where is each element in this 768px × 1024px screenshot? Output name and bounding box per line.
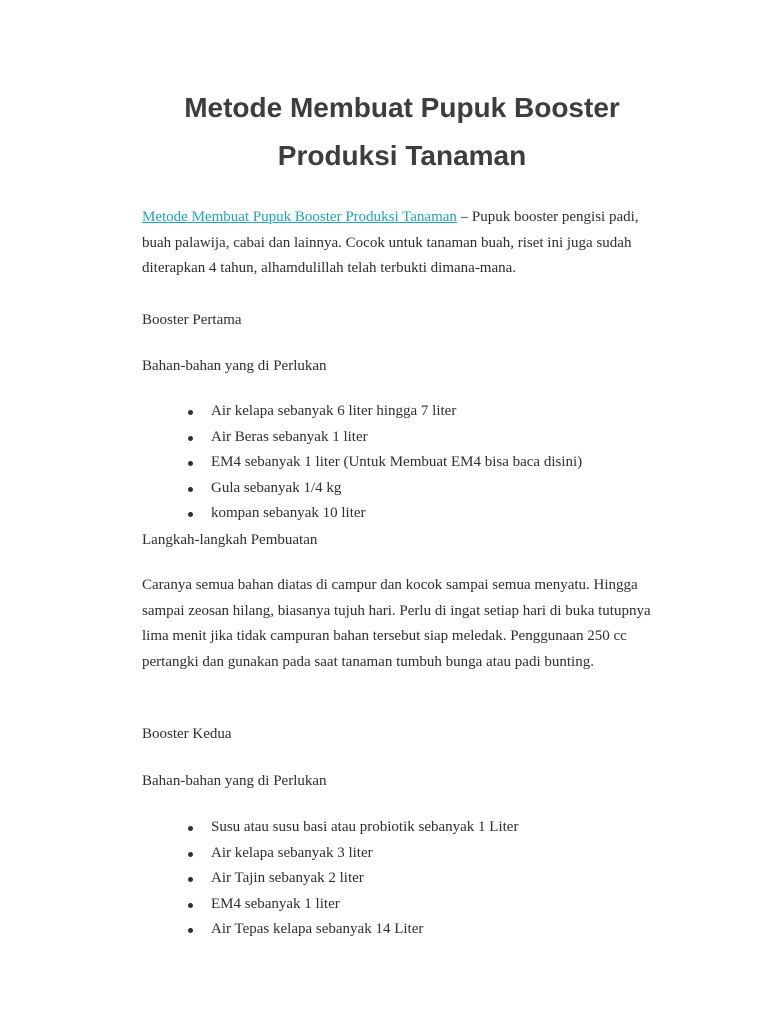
bullet-icon (188, 852, 193, 857)
section1-steps-paragraph: Caranya semua bahan diatas di campur dan kocok sampai semua menyatu. Hingga sampai zeosan hilang, biasanya tujuh hari. Perlu di ingat setiap hari di buka tutupnya lima menit jika tidak campuran bahan tersebut siap meledak. Penggunaan 250 cc pertangki dan gunakan pada saat tanaman tumbuh bunga atau padi bunting. (142, 577, 651, 670)
list-item: EM4 sebanyak 1 liter (Untuk Membuat EM4 bisa baca disini) (142, 450, 582, 476)
list-item: Air Beras sebanyak 1 liter (142, 425, 582, 451)
intro-text: – Pupuk booster pengisi padi, buah palawija, cabai dan lainnya. Cocok untuk tanaman buah, riset ini juga sudah diterapkan 4 tahun, alhamdulillah telah terbukti dimana-mana. (142, 209, 639, 277)
list-item: Susu atau susu basi atau probiotik sebanyak 1 Liter (142, 815, 518, 841)
list-item: EM4 sebanyak 1 liter (142, 892, 518, 918)
section1-materials-heading: Bahan-bahan yang di Perlukan (142, 358, 327, 374)
bullet-icon (188, 903, 193, 908)
section2-materials-list (142, 815, 518, 943)
bullet-icon (188, 487, 193, 492)
list-item: Air kelapa sebanyak 3 liter (142, 841, 518, 867)
section1-heading: Booster Pertama (142, 312, 242, 328)
list-item: Air kelapa sebanyak 6 liter hingga 7 liter (142, 399, 582, 425)
section2-heading: Booster Kedua (142, 726, 232, 742)
bullet-icon (188, 928, 193, 933)
bullet-icon (188, 410, 193, 415)
list-item: Air Tajin sebanyak 2 liter (142, 866, 518, 892)
page-title: Metode Membuat Pupuk Booster Produksi Tanaman (184, 92, 620, 171)
intro-paragraph (142, 205, 662, 282)
bullet-icon (188, 461, 193, 466)
bullet-icon (188, 512, 193, 517)
list-item: Air Tepas kelapa sebanyak 14 Liter (142, 917, 518, 943)
section1-steps-heading: Langkah-langkah Pembuatan (142, 532, 318, 548)
section2-materials-heading: Bahan-bahan yang di Perlukan (142, 773, 327, 789)
bullet-icon (188, 826, 193, 831)
section1-materials-list (142, 399, 582, 527)
bullet-icon (188, 877, 193, 882)
list-item: Gula sebanyak 1/4 kg (142, 476, 582, 502)
article-link[interactable]: Metode Membuat Pupuk Booster Produksi Tanaman (142, 209, 457, 225)
list-item: kompan sebanyak 10 liter (142, 501, 582, 527)
bullet-icon (188, 436, 193, 441)
